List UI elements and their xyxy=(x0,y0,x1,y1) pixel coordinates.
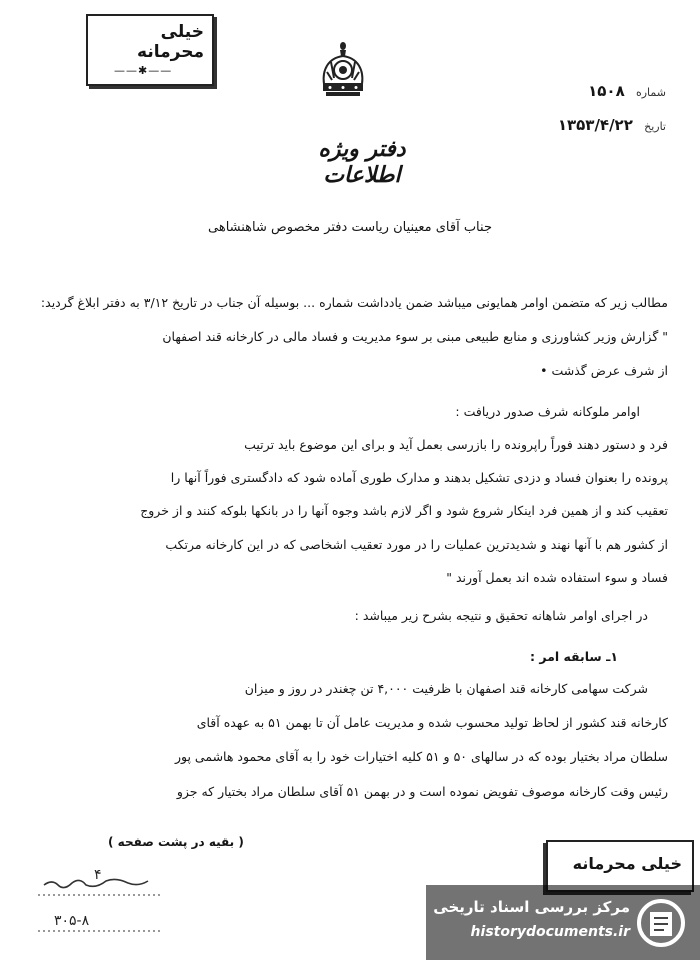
section-heading: ۱ـ سابقه امر : xyxy=(529,649,618,664)
document-date-label: تاریخ xyxy=(644,120,666,133)
body-line: از شرف عرض گذشت • xyxy=(540,363,668,378)
document-date-value: ۱۳۵۳/۴/۲۲ xyxy=(557,116,633,134)
crown-emblem-icon xyxy=(318,40,368,102)
body-line: تعقیب کند و از همین فرد اینکار شروع شود و اگر لازم باشد وجوه آنها را در بانکها بلوکه کنند و از خروج xyxy=(140,503,668,518)
handwritten-line-1: ۴ xyxy=(94,867,102,883)
office-title: دفتر ویژه اطلاعات xyxy=(318,136,406,188)
body-line: شرکت سهامی کارخانه قند اصفهان با ظرفیت ۴,۰۰۰ تن چغندر در روز و میزان xyxy=(244,681,648,696)
watermark-url: historydocuments.ir xyxy=(470,924,630,940)
document-number-value: ۱۵۰۸ xyxy=(588,82,625,100)
confidential-stamp-label: خیلی محرمانه xyxy=(137,22,204,62)
handwritten-line-2: ۳۰۵-۸ xyxy=(54,913,90,929)
body-line: اوامر ملوکانه شرف صدور دریافت : xyxy=(455,404,640,419)
body-line: رئیس وقت کارخانه موصوف تفویض نموده است و در بهمن ۵۱ آقای سلطان مراد بختیار که جزو xyxy=(176,784,668,799)
body-line: از کشور هم با آنها نهند و شدیدترین عملیات را در مورد تعقیب اشخاصی که در این کارخانه مرتکب xyxy=(165,537,668,552)
stamp-star-mark: ——✱—— xyxy=(114,64,173,77)
watermark-title: مرکز بررسی اسناد تاریخی xyxy=(433,898,630,916)
handwritten-figures xyxy=(30,855,170,935)
body-line: فرد و دستور دهند فوراً راپرونده را بازرسی بعمل آید و برای این موضوع باید ترتیب xyxy=(244,437,668,452)
confidential-stamp-top xyxy=(86,14,214,86)
document-number xyxy=(588,82,666,100)
watermark-logo-icon xyxy=(636,898,686,948)
continued-note: ( بقیه در پشت صفحه ) xyxy=(108,835,244,849)
body-line: پرونده را بعنوان فساد و دزدی تشکیل بدهند و مدارک طوری آماده شود که دادگستری فوراً آنها را xyxy=(170,470,668,485)
addressee-line: جناب آقای معینیان ریاست دفتر مخصوص شاهنشاهی xyxy=(208,220,492,235)
document-number-label: شماره xyxy=(635,86,666,99)
body-line: سلطان مراد بختیار بوده که در سالهای ۵۰ و ۵۱ کلیه اختیارات خود را به آقای محمود هاشمی پور xyxy=(174,749,668,764)
body-line: کارخانه قند کشور از لحاظ تولید محسوب شده و مدیریت عامل آن تا بهمن ۵۱ به عهده آقای xyxy=(196,715,668,730)
document-date xyxy=(558,116,666,134)
body-line: " گزارش وزیر کشاورزی و منابع طبیعی مبنی بر سوء مدیریت و فساد مالی در کارخانه قند اصفهان xyxy=(162,329,668,344)
body-line: مطالب زیر که متضمن اوامر همایونی میباشد ضمن یادداشت شماره ... بوسیله آن جناب در تاریخ ۳/۱۲ به دفتر ابلاغ گردید: xyxy=(40,295,668,310)
confidential-stamp-label: خیلی محرمانه xyxy=(572,854,682,873)
body-line: در اجرای اوامر شاهانه تحقیق و نتیجه بشرح زیر میباشد : xyxy=(354,608,648,623)
body-line: فساد و سوء استفاده شده اند بعمل آورند " xyxy=(446,570,668,585)
